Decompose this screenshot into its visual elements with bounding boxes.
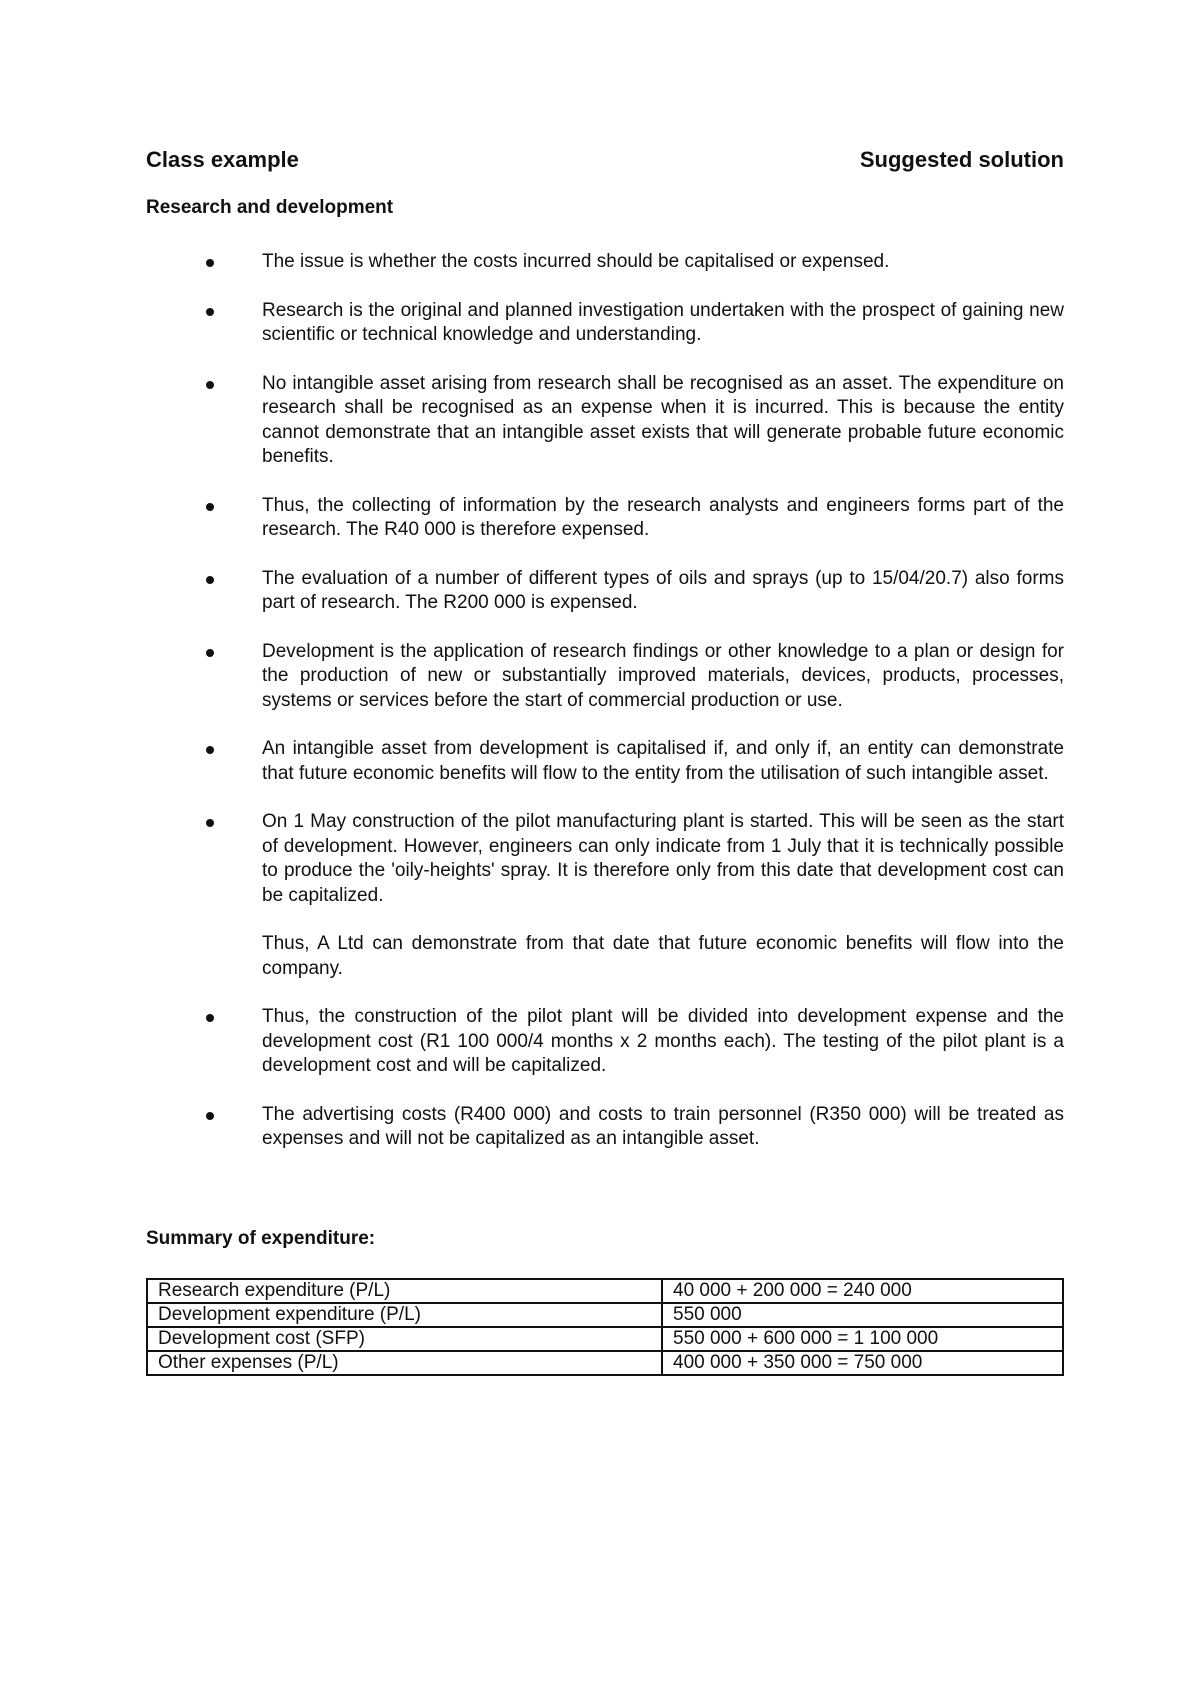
bullet-text: The issue is whether the costs incurred should be capitalised or expensed. (262, 251, 890, 272)
bullet-item (146, 567, 1064, 616)
section-title: Research and development (146, 197, 394, 218)
bullet-dot-icon (206, 819, 214, 827)
table-row (147, 1327, 1063, 1351)
bullet-item (146, 810, 1064, 981)
bullet-item (146, 640, 1064, 714)
bullet-list (146, 250, 1064, 1176)
bullet-dot-icon (206, 503, 214, 511)
bullet-text: An intangible asset from development is capitalised if, and only if, an entity can demonstrate that future economic benefits will flow to the entity from the utilisation of such intangible asset. (262, 738, 1064, 784)
bullet-text: Thus, the collecting of information by the research analysts and engineers forms part of the research. The R40 000 is therefore expensed. (262, 494, 1064, 540)
bullet-item (146, 299, 1064, 348)
bullet-dot-icon (206, 381, 214, 389)
table-cell-value: 40 000 + 200 000 = 240 000 (662, 1279, 1063, 1303)
bullet-dot-icon (206, 308, 214, 316)
bullet-dot-icon (206, 649, 214, 657)
table-cell-label: Research expenditure (P/L) (147, 1279, 662, 1303)
bullet-item (146, 737, 1064, 786)
table-cell-label: Development cost (SFP) (147, 1327, 662, 1351)
table-cell-value: 400 000 + 350 000 = 750 000 (662, 1351, 1063, 1375)
bullet-text: The advertising costs (R400 000) and costs to train personnel (R350 000) will be treated as expenses and will not be capitalized as an intangible asset. (262, 1103, 1064, 1149)
summary-table (146, 1278, 1064, 1376)
bullet-item (146, 372, 1064, 470)
bullet-text: Research is the original and planned investigation undertaken with the prospect of gaining new scientific or technical knowledge and understanding. (262, 299, 1064, 345)
bullet-item (146, 250, 1064, 275)
bullet-dot-icon (206, 746, 214, 754)
bullet-dot-icon (206, 1014, 214, 1022)
bullet-text-continuation: Thus, A Ltd can demonstrate from that date that future economic benefits will flow into the company. (262, 933, 1064, 979)
table-cell-value: 550 000 (662, 1303, 1063, 1327)
table-cell-label: Development expenditure (P/L) (147, 1303, 662, 1327)
table-row (147, 1303, 1063, 1327)
table-row (147, 1279, 1063, 1303)
header-right-title: Suggested solution (859, 147, 1064, 172)
page-header (146, 146, 1064, 174)
bullet-item (146, 1005, 1064, 1079)
bullet-text: Development is the application of research findings or other knowledge to a plan or design for the production of new or substantially improved materials, devices, products, processes, systems or services before the start of commercial production or use. (262, 640, 1064, 711)
bullet-text: The evaluation of a number of different types of oils and sprays (up to 15/04/20.7) also forms part of research. The R200 000 is expensed. (262, 567, 1064, 613)
table-cell-label: Other expenses (P/L) (147, 1351, 662, 1375)
bullet-dot-icon (206, 576, 214, 584)
table-cell-value: 550 000 + 600 000 = 1 100 000 (662, 1327, 1063, 1351)
bullet-item (146, 494, 1064, 543)
bullet-text: No intangible asset arising from research shall be recognised as an asset. The expenditure on research shall be recognised as an expense when it is incurred. This is because the entity cannot demonstrate that an intangible asset exists that will generate probable future economic benefits. (262, 372, 1064, 467)
bullet-item (146, 1103, 1064, 1152)
bullet-dot-icon (206, 1112, 214, 1120)
bullet-text: Thus, the construction of the pilot plant will be divided into development expense and the development cost (R1 100 000/4 months x 2 months each). The testing of the pilot plant is a development cost and will be capitalized. (262, 1006, 1064, 1076)
bullet-dot-icon (206, 259, 214, 267)
bullet-text: On 1 May construction of the pilot manufacturing plant is started. This will be seen as the start of development. However, engineers can only indicate from 1 July that it is technically possible to produce the 'oily-heights' spray. It is therefore only from this date that development cost can be capitalized. (262, 811, 1064, 906)
header-left-title: Class example (146, 147, 299, 172)
summary-title: Summary of expenditure: (146, 1228, 376, 1249)
table-row (147, 1351, 1063, 1375)
